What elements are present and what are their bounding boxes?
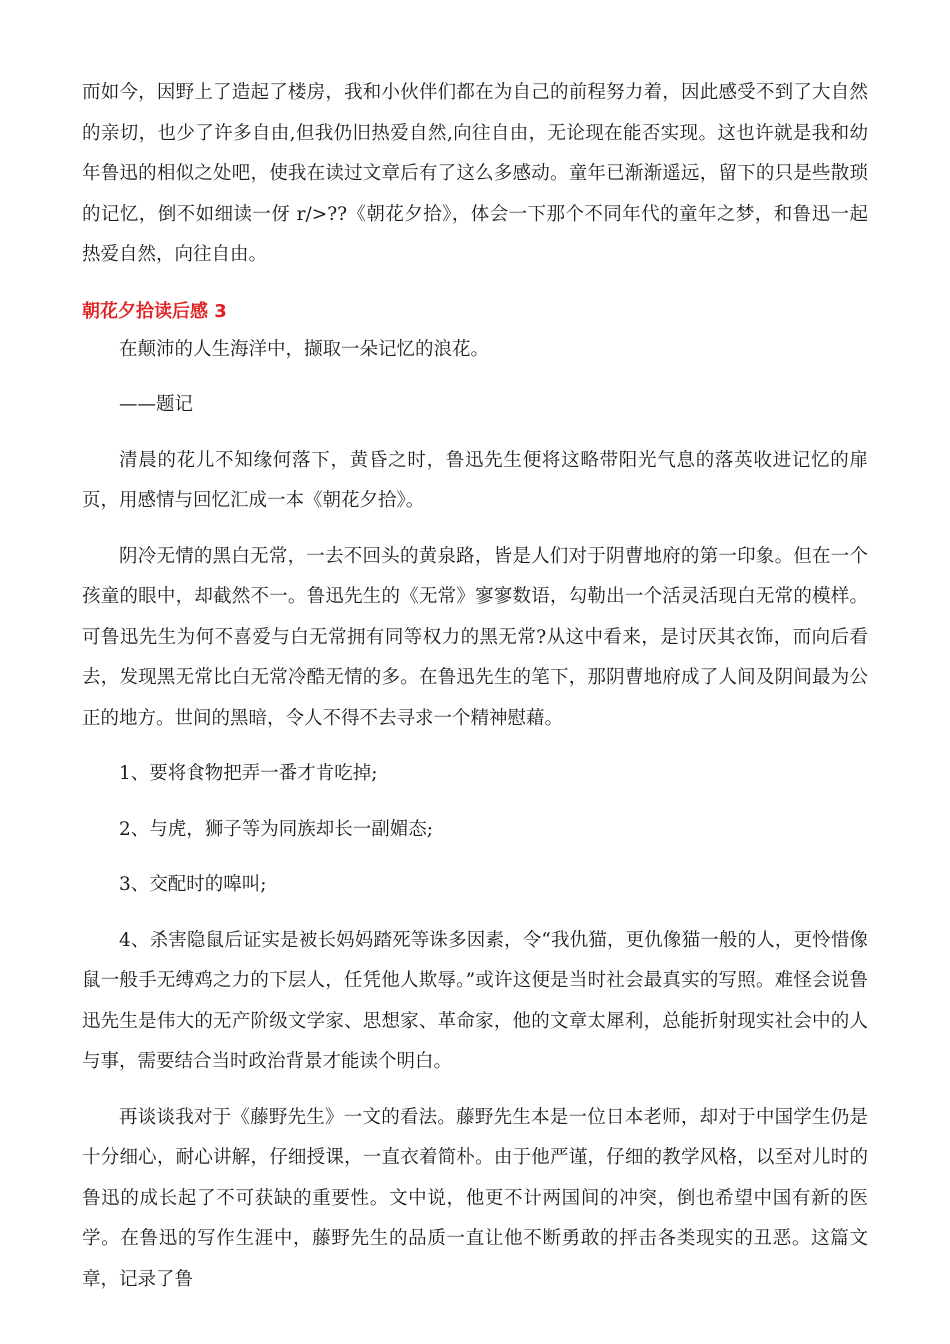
list-item: 4、杀害隐鼠后证实是被长妈妈踏死等诛多因素，令“我仇猫，更仇像猫一般的人，更怜惜像鼠一般手无缚鸡之力的下层人，任凭他人欺辱。”或许这便是当时社会最真实的写照。难怪会说鲁迅先生是伟大的无产阶级文学家、思想家、革命家，他的文章太犀利，总能折射现实社会中的人与事，需要结合当时政治背景才能读个明白。 — [82, 929, 868, 1072]
intro-paragraph: 而如今，因野上了造起了楼房，我和小伙伴们都在为自己的前程努力着，因此感受不到了大自然的亲切，也少了许多自由,但我仍旧热爱自然,向往自由，无论现在能否实现。这也许就是我和幼年鲁迅的相似之处吧，使我在读过文章后有了这么多感动。童年已渐渐遥远，留下的只是些散琐的记忆，倒不如细读一伢 r/>??《朝花夕拾》，体会一下那个不同年代的童年之梦，和鲁迅一起热爱自然，向往自由。 — [82, 82, 868, 265]
epigraph-line: 在颠沛的人生海洋中，撷取一朵记忆的浪花。 — [119, 338, 490, 360]
body-paragraph: 再谈谈我对于《藤野先生》一文的看法。藤野先生本是一位日本老师，却对于中国学生仍是十分细心，耐心讲解，仔细授课，一直衣着简朴。由于他严谨，仔细的教学风格，以至对儿时的鲁迅的成长起了不可获缺的重要性。文中说，他更不计两国间的冲突，倒也希望中国有新的医学。在鲁迅的写作生涯中，藤野先生的品质一直让他不断勇敢的抨击各类现实的丑恶。这篇文章，记录了鲁 — [82, 1106, 868, 1290]
body-paragraph: 清晨的花儿不知缘何落下，黄昏之时，鲁迅先生便将这略带阳光气息的落英收进记忆的扉页，用感情与回忆汇成一本《朝花夕拾》。 — [82, 449, 868, 511]
epigraph-attribution: ——题记 — [119, 394, 194, 415]
body-paragraph: 阴冷无情的黑白无常，一去不回头的黄泉路，皆是人们对于阴曹地府的第一印象。但在一个孩童的眼中，却截然不一。鲁迅先生的《无常》寥寥数语，勾勒出一个活灵活现白无常的模样。可鲁迅先生为何不喜爱与白无常拥有同等权力的黑无常?从这中看来，是讨厌其衣饰，而向后看去，发现黑无常比白无常冷酷无情的多。在鲁迅先生的笔下，那阴曹地府成了人间及阴间最为公正的地方。世间的黑暗，令人不得不去寻求一个精神慰藉。 — [82, 545, 868, 729]
list-item: 3、交配时的嗥叫; — [119, 874, 267, 895]
section-title: 朝花夕拾读后感 3 — [82, 300, 227, 322]
list-item: 1、要将食物把弄一番才肯吃掉; — [119, 763, 378, 784]
list-item: 2、与虎，狮子等为同族却长一副媚态; — [119, 818, 434, 840]
